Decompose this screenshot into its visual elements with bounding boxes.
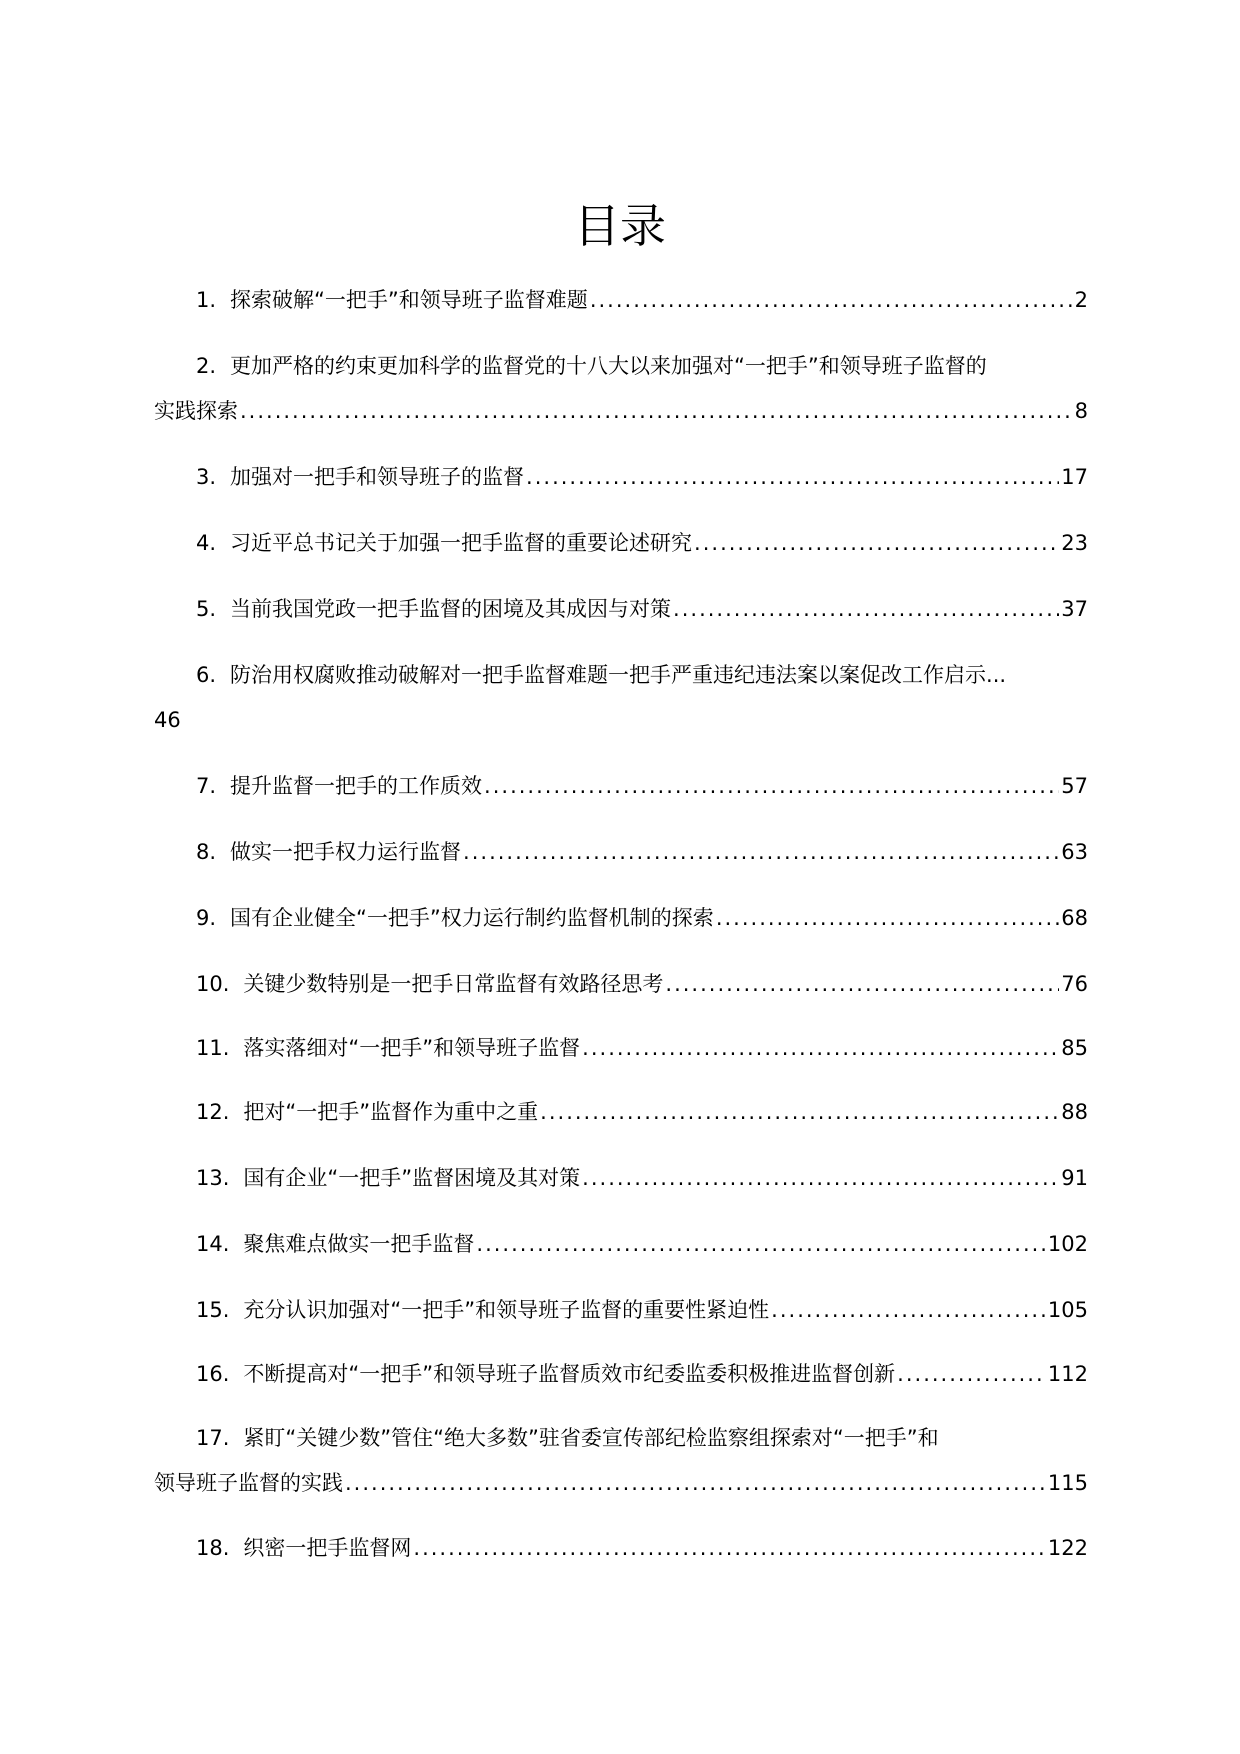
entry-number: 17. [196,1426,230,1450]
toc-entry[interactable] [154,1222,1088,1267]
toc-entry[interactable] [154,896,1088,941]
entry-number: 11. [196,1036,230,1060]
page-number: 63 [1061,840,1088,864]
toc-entry[interactable] [154,455,1088,500]
entry-number: 9. [196,906,217,930]
entry-title: 聚焦难点做实一把手监督 [243,1232,475,1256]
page-number: 112 [1047,1362,1088,1386]
entry-title: 国有企业“一把手”监督困境及其对策 [243,1166,581,1190]
dot-leader [694,521,1059,566]
toc-entry[interactable] [154,764,1088,809]
dot-leader [590,278,1073,323]
entry-title: 紧盯“关键少数”管住“绝大多数”驻省委宣传部纪检监察组探索对“一把手”和 [243,1426,939,1450]
entry-title: 更加严格的约束更加科学的监督党的十八大以来加强对“一把手”和领导班子监督的 [230,354,987,378]
entry-number: 3. [196,465,217,489]
toc-entry[interactable] [154,587,1088,632]
entry-number: 18. [196,1536,230,1560]
dot-leader [463,830,1059,875]
entry-number: 2. [196,354,217,378]
page-number: 88 [1061,1100,1088,1124]
page-number: 17 [1061,465,1088,489]
dot-leader [413,1526,1046,1571]
entry-number: 4. [196,531,217,555]
dot-leader [771,1288,1046,1333]
toc-entry[interactable] [154,1416,1088,1506]
entry-number: 16. [196,1362,230,1386]
dot-leader [897,1352,1046,1397]
dot-leader [673,587,1059,632]
toc-entry[interactable] [154,1352,1088,1397]
entry-title: 织密一把手监督网 [243,1536,412,1560]
entry-title: 防治用权腐败推动破解对一把手监督难题一把手严重违纪违法案以案促改工作启示... [230,663,1007,687]
entry-title: 提升监督一把手的工作质效 [230,774,483,798]
toc-entry[interactable] [154,1288,1088,1333]
entry-title: 当前我国党政一把手监督的困境及其成因与对策 [230,597,672,621]
entry-title: 充分认识加强对“一把手”和领导班子监督的重要性紧迫性 [243,1298,770,1322]
page-number: 68 [1061,906,1088,930]
entry-title: 落实落细对“一把手”和领导班子监督 [243,1036,581,1060]
dot-leader [716,896,1059,941]
dot-leader [582,1156,1059,1201]
toc-entry[interactable] [154,962,1088,1007]
entry-title-continued: 实践探索 [154,399,238,423]
toc-entry[interactable] [154,344,1088,434]
toc-entry[interactable] [154,1156,1088,1201]
entry-number: 5. [196,597,217,621]
entry-title: 做实一把手权力运行监督 [230,840,462,864]
page-number: 8 [1074,399,1088,423]
entry-title: 探索破解“一把手”和领导班子监督难题 [230,288,588,312]
page-number: 105 [1047,1298,1088,1322]
entry-title: 把对“一把手”监督作为重中之重 [243,1100,539,1124]
toc-entry[interactable] [154,653,1088,743]
entry-number: 12. [196,1100,230,1124]
entry-number: 8. [196,840,217,864]
page-number: 37 [1061,597,1088,621]
page-number: 115 [1047,1471,1088,1495]
toc-entry[interactable] [154,521,1088,566]
toc-entry[interactable] [154,1090,1088,1135]
dot-leader [240,389,1073,434]
toc-entry[interactable] [154,278,1088,323]
toc-entry[interactable] [154,1026,1088,1071]
dot-leader [665,962,1059,1007]
dot-leader [526,455,1059,500]
entry-number: 13. [196,1166,230,1190]
page-number: 46 [154,708,181,732]
page-number: 85 [1061,1036,1088,1060]
page-number: 23 [1061,531,1088,555]
entry-title: 关键少数特别是一把手日常监督有效路径思考 [243,972,664,996]
page-number: 57 [1061,774,1088,798]
dot-leader [476,1222,1046,1267]
dot-leader [345,1461,1046,1506]
dot-leader [540,1090,1059,1135]
entry-title: 国有企业健全“一把手”权力运行制约监督机制的探索 [230,906,714,930]
toc-entry[interactable] [154,830,1088,875]
page-number: 122 [1047,1536,1088,1560]
page-number: 76 [1061,972,1088,996]
entry-number: 14. [196,1232,230,1256]
entry-number: 10. [196,972,230,996]
entry-title: 习近平总书记关于加强一把手监督的重要论述研究 [230,531,693,555]
entry-title: 不断提高对“一把手”和领导班子监督质效市纪委监委积极推进监督创新 [243,1362,896,1386]
entry-number: 6. [196,663,217,687]
toc-title: 目录 [574,199,666,253]
entry-number: 15. [196,1298,230,1322]
dot-leader [582,1026,1059,1071]
dot-leader [484,764,1059,809]
page-number: 2 [1074,288,1088,312]
entry-number: 7. [196,774,217,798]
entry-title: 加强对一把手和领导班子的监督 [230,465,525,489]
page-number: 102 [1047,1232,1088,1256]
entry-number: 1. [196,288,217,312]
entry-title-continued: 领导班子监督的实践 [154,1471,343,1495]
page-number: 91 [1061,1166,1088,1190]
toc-entry[interactable] [154,1526,1088,1571]
